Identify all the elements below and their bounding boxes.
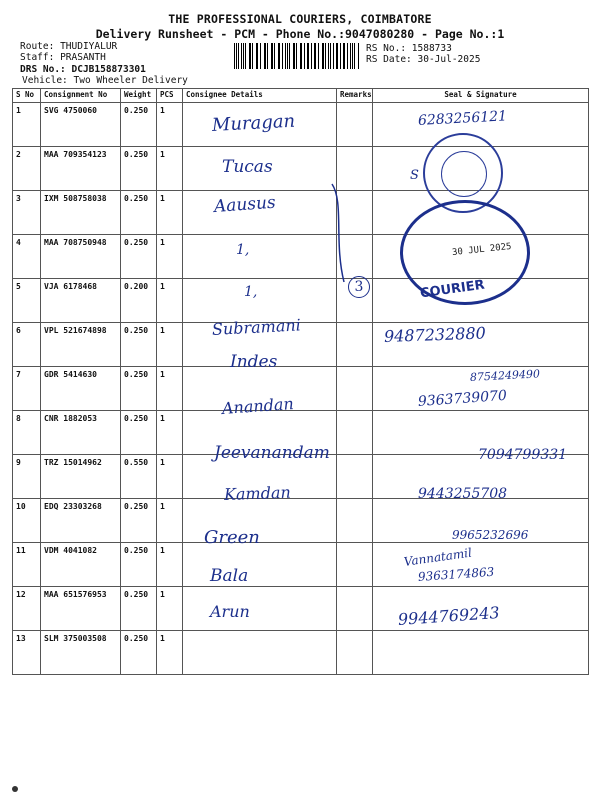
cell-consignment: EDQ 23303268 [41, 499, 121, 543]
staff-value: PRASANTH [60, 52, 106, 63]
cell-pcs: 1 [157, 279, 183, 323]
table-row [13, 543, 589, 587]
scan-dot [12, 786, 18, 792]
cell-remarks [337, 455, 373, 499]
col-signature: Seal & Signature [373, 89, 589, 103]
cell-consignment: MAA 708750948 [41, 235, 121, 279]
cell-weight: 0.250 [121, 587, 157, 631]
route-value: THUDIYALUR [60, 41, 118, 52]
cell-pcs: 1 [157, 323, 183, 367]
cell-pcs: 1 [157, 191, 183, 235]
barcode-bar [328, 43, 329, 69]
cell-remarks [337, 587, 373, 631]
barcode-bar [330, 43, 331, 69]
signature-handwriting: 9363739070 [417, 387, 508, 410]
signature-handwriting: 7094799331 [478, 447, 568, 463]
barcode-bar [318, 43, 319, 69]
cell-remarks [337, 543, 373, 587]
cell-consignment: SVG 4750060 [41, 103, 121, 147]
staff-line [20, 52, 106, 63]
cell-sno: 2 [13, 147, 41, 191]
rs-no-label: RS No.: [366, 43, 407, 54]
cell-consignee [183, 235, 337, 279]
company-title: THE PROFESSIONAL COURIERS, COIMBATORE [168, 12, 432, 26]
signature-handwriting: 9944769243 [397, 602, 501, 629]
cell-weight: 0.200 [121, 279, 157, 323]
cell-remarks [337, 103, 373, 147]
vehicle-value: Two Wheeler Delivery [73, 75, 188, 86]
consignee-handwriting: Aausus [213, 192, 277, 217]
rs-date-line [366, 54, 480, 65]
signature-handwriting: S [410, 168, 419, 183]
table-row [13, 587, 589, 631]
cell-consignment: CNR 1882053 [41, 411, 121, 455]
cell-sno: 5 [13, 279, 41, 323]
drs-line [20, 64, 146, 75]
cell-pcs: 1 [157, 411, 183, 455]
cell-weight: 0.250 [121, 147, 157, 191]
signature-handwriting: 9965232696 [452, 528, 529, 542]
drs-label: DRS No.: [20, 64, 66, 75]
cell-weight: 0.250 [121, 235, 157, 279]
consignee-handwriting: Jeevanandam [214, 443, 330, 463]
barcode-bar [337, 43, 338, 69]
cell-remarks [337, 411, 373, 455]
cell-consignment: VPL 521674898 [41, 323, 121, 367]
barcode-bar [256, 43, 257, 69]
consignee-handwriting: Muragan [211, 110, 296, 136]
signature-handwriting: 8754249490 [469, 367, 541, 384]
cell-sno: 12 [13, 587, 41, 631]
col-consignee: Consignee Details [183, 89, 337, 103]
rs-date-label: RS Date: [366, 54, 412, 65]
barcode-bar [285, 43, 286, 69]
cell-weight: 0.250 [121, 543, 157, 587]
cell-weight: 0.250 [121, 367, 157, 411]
vannatamil-note: Vannatamil [403, 545, 473, 569]
cell-signature [373, 631, 589, 675]
cell-sno: 10 [13, 499, 41, 543]
bracket-mark [330, 182, 350, 292]
barcode-bar [274, 43, 275, 69]
cell-consignment: IXM 508758038 [41, 191, 121, 235]
cell-pcs: 1 [157, 499, 183, 543]
table-row [13, 631, 589, 675]
barcode-bar [358, 43, 359, 69]
col-pcs: PCS [157, 89, 183, 103]
barcode-bar [267, 43, 268, 69]
consignee-handwriting: Indes [230, 352, 278, 372]
cell-pcs: 1 [157, 103, 183, 147]
cell-consignment: GDR 5414630 [41, 367, 121, 411]
cell-consignee [183, 631, 337, 675]
signature-handwriting: 9487232880 [383, 323, 487, 346]
consignee-handwriting: Subramani [211, 315, 302, 339]
barcode-bar [350, 43, 351, 69]
cell-sno: 13 [13, 631, 41, 675]
cell-sno: 1 [13, 103, 41, 147]
rs-no-value: 1588733 [411, 43, 452, 54]
barcode-bar [243, 43, 244, 69]
col-sno: S No [13, 89, 41, 103]
cell-pcs: 1 [157, 455, 183, 499]
cell-sno: 6 [13, 323, 41, 367]
rs-no-line [366, 43, 452, 54]
cell-weight: 0.250 [121, 103, 157, 147]
cell-remarks [337, 323, 373, 367]
cell-consignee [183, 279, 337, 323]
consignee-handwriting: Kamdan [223, 482, 292, 504]
staff-label: Staff: [20, 52, 55, 63]
barcode-bar [241, 43, 242, 69]
consignee-handwriting: Anandan [221, 394, 295, 418]
cell-consignment: MAA 651576953 [41, 587, 121, 631]
signature-handwriting: 9443255708 [418, 486, 508, 502]
cell-weight: 0.250 [121, 631, 157, 675]
barcode-bar [308, 43, 309, 69]
table-header-row [13, 89, 589, 103]
runsheet-subtitle: Delivery Runsheet - PCM - Phone No.:9047080280 - Page No.:1 [95, 27, 505, 41]
cell-consignee [183, 543, 337, 587]
stamp-text: COURIER [419, 277, 486, 302]
consignee-handwriting: Arun [210, 602, 250, 621]
cell-weight: 0.250 [121, 323, 157, 367]
consignee-handwriting: Bala [210, 566, 249, 586]
route-line [20, 41, 117, 52]
barcode-bar [234, 43, 235, 69]
col-remarks: Remarks [337, 89, 373, 103]
col-consignment: Consignment No [41, 89, 121, 103]
consignee-handwriting: 1, [236, 242, 250, 258]
cell-pcs: 1 [157, 147, 183, 191]
barcode-bar [278, 43, 279, 69]
cell-pcs: 1 [157, 631, 183, 675]
drs-value: DCJB158873301 [71, 64, 146, 75]
consignee-handwriting: Tucas [222, 157, 273, 177]
barcode-bar [315, 43, 316, 69]
cell-consignment: VDM 4041082 [41, 543, 121, 587]
cell-consignment: SLM 375003508 [41, 631, 121, 675]
route-label: Route: [20, 41, 55, 52]
cell-sno: 8 [13, 411, 41, 455]
cell-weight: 0.250 [121, 499, 157, 543]
cell-pcs: 1 [157, 235, 183, 279]
cell-sno: 3 [13, 191, 41, 235]
cell-remarks [337, 499, 373, 543]
stamp-date: 30 JUL 2025 [451, 241, 512, 259]
signature-handwriting: 6283256121 [417, 108, 508, 129]
cell-weight: 0.250 [121, 411, 157, 455]
bracket-count: 3 [348, 276, 370, 298]
barcode-bar [252, 43, 253, 69]
barcode-bar [260, 43, 261, 69]
cell-remarks [337, 631, 373, 675]
consignee-handwriting: Green [204, 527, 260, 548]
barcode-bar [296, 43, 297, 69]
cell-pcs: 1 [157, 367, 183, 411]
cell-sno: 7 [13, 367, 41, 411]
barcode-bar [301, 43, 302, 69]
cell-consignment: VJA 6178468 [41, 279, 121, 323]
cell-pcs: 1 [157, 587, 183, 631]
vehicle-line [22, 75, 188, 86]
cell-sno: 11 [13, 543, 41, 587]
cell-remarks [337, 367, 373, 411]
barcode [234, 43, 359, 69]
cell-pcs: 1 [157, 543, 183, 587]
col-weight: Weight [121, 89, 157, 103]
cell-consignment: MAA 709354123 [41, 147, 121, 191]
barcode-bar [344, 43, 345, 69]
vehicle-label: Vehicle: [22, 75, 68, 86]
cell-weight: 0.250 [121, 191, 157, 235]
cell-consignee [183, 587, 337, 631]
cell-consignment: TRZ 15014962 [41, 455, 121, 499]
cell-weight: 0.550 [121, 455, 157, 499]
rs-date-value: 30-Jul-2025 [417, 54, 481, 65]
signature-handwriting: 9363174863 [417, 564, 495, 584]
consignee-handwriting: 1, [244, 284, 258, 300]
cell-sno: 4 [13, 235, 41, 279]
cell-sno: 9 [13, 455, 41, 499]
barcode-bar [289, 43, 290, 69]
